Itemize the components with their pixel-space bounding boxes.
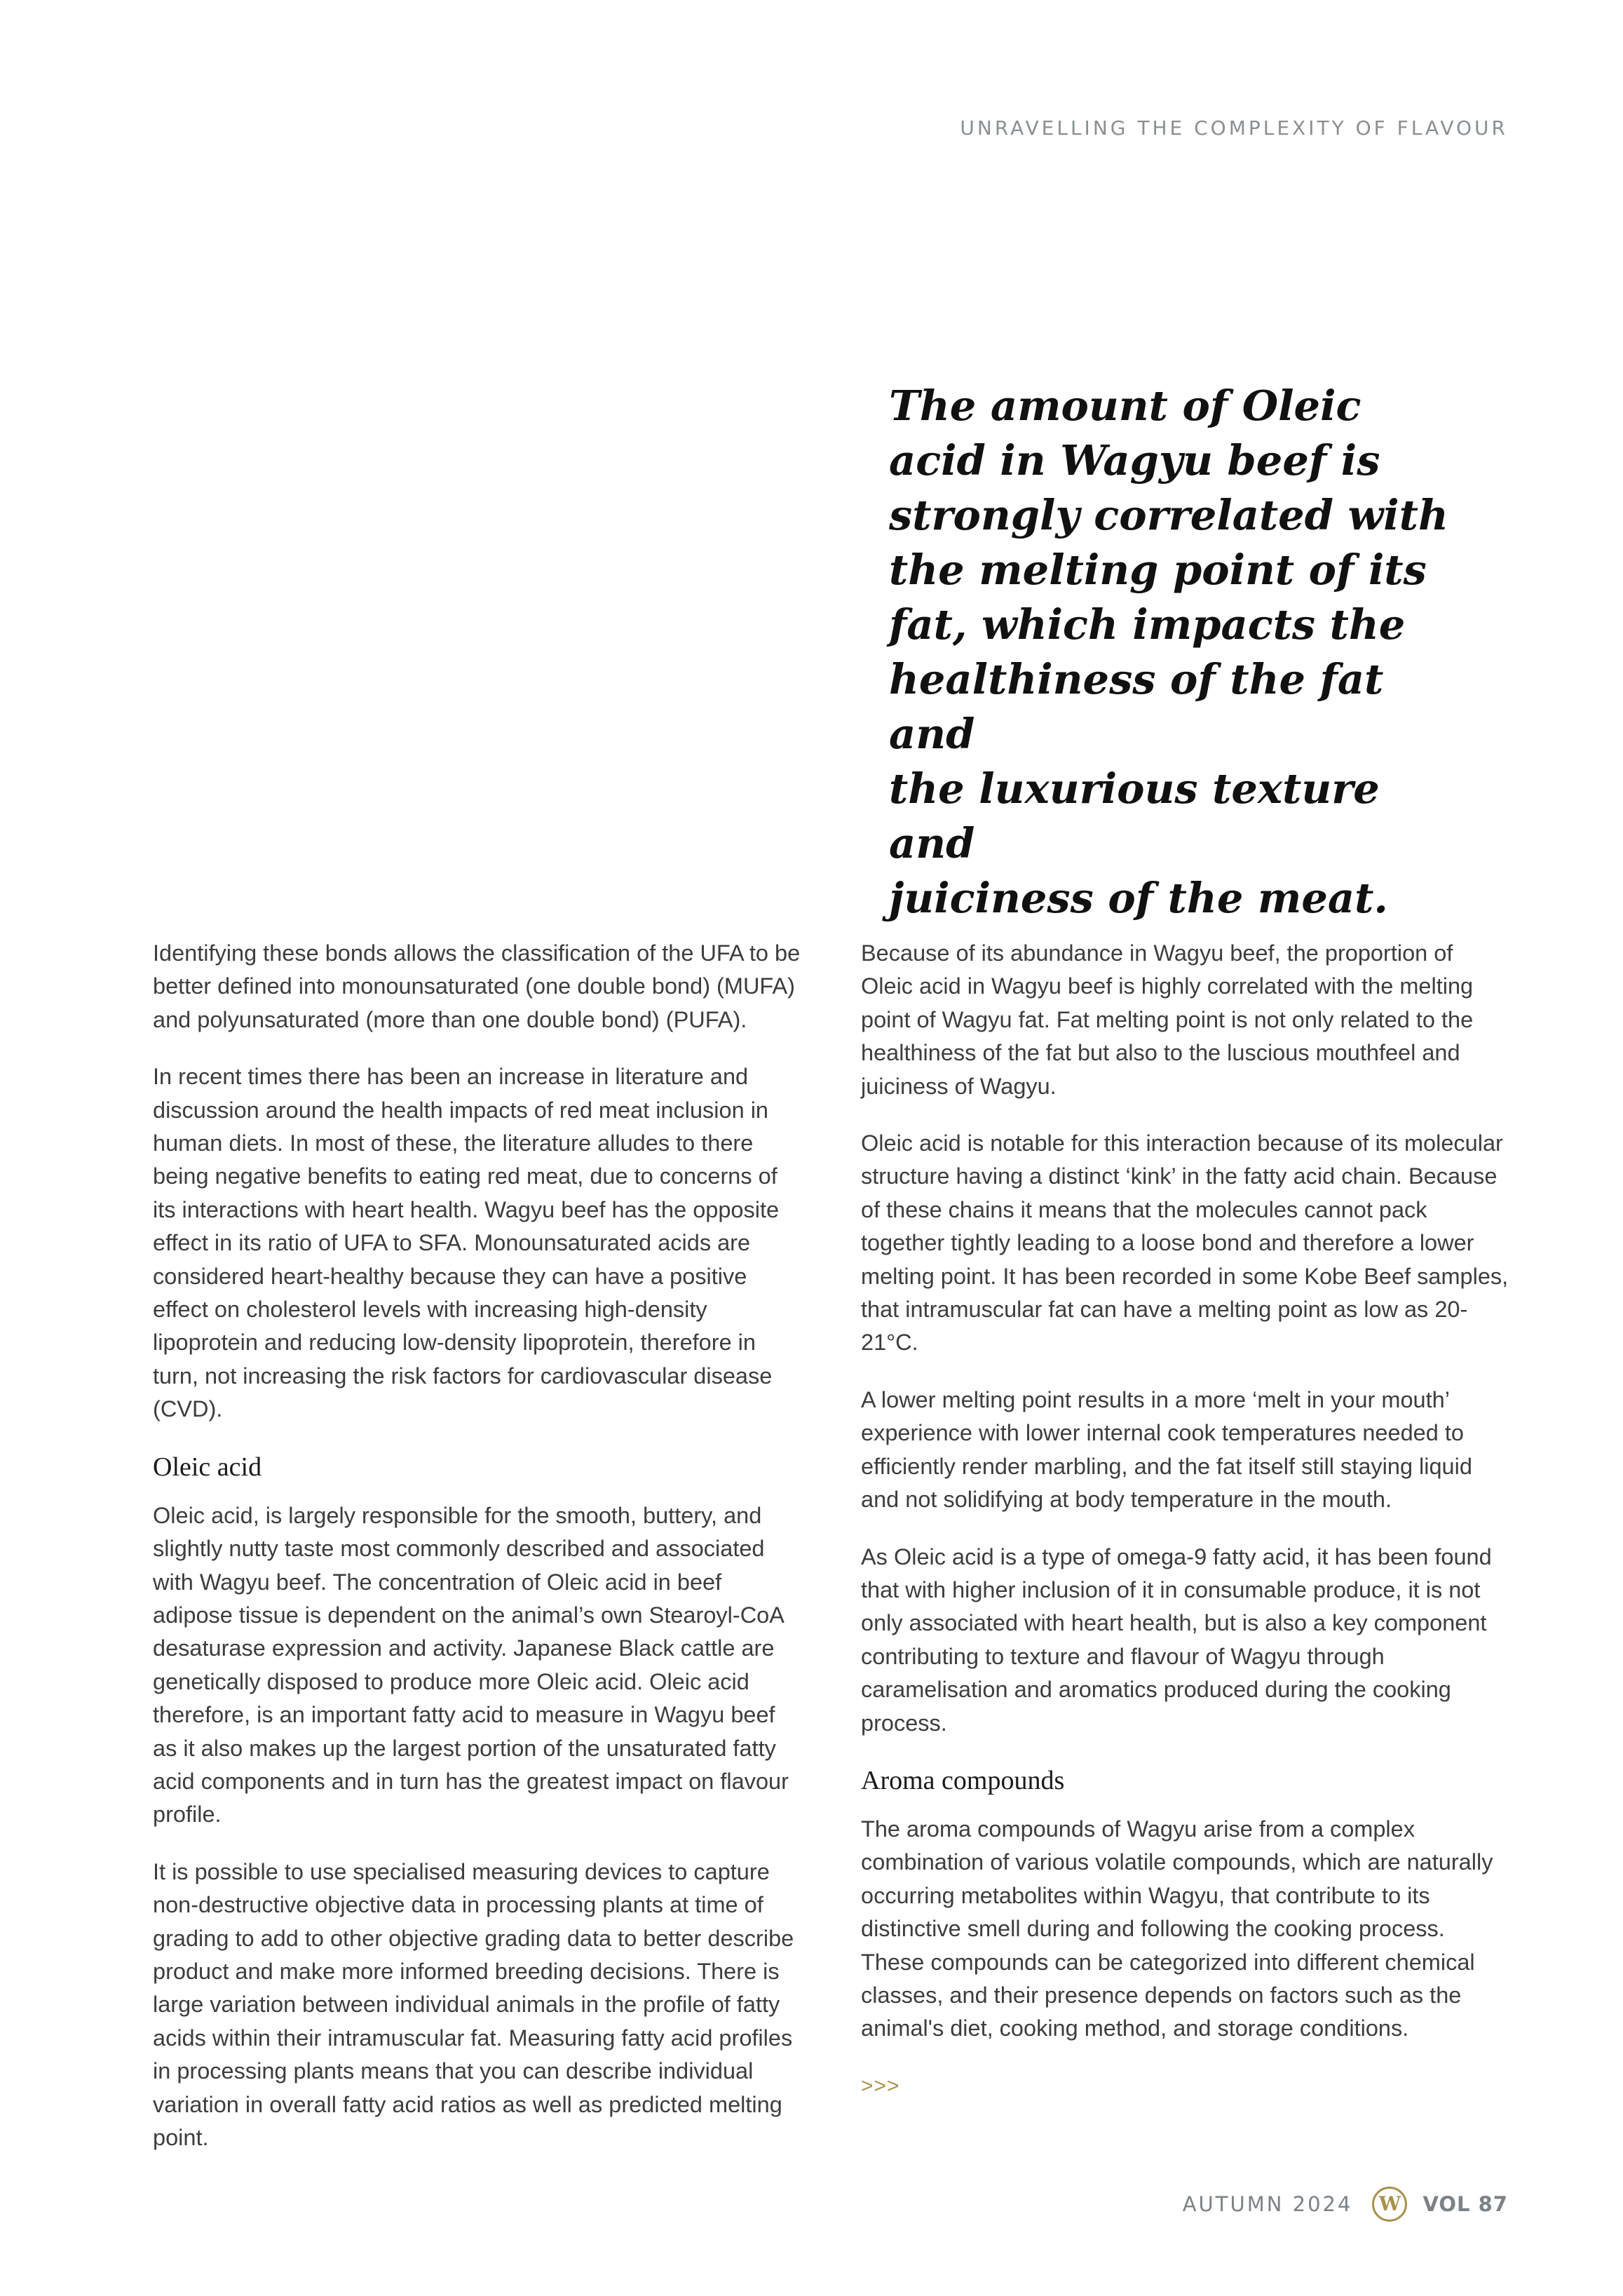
body-paragraph: The aroma compounds of Wagyu arise from a complex combination of various volatile compounds, which are naturally occurring metabolites within Wagyu, that contribute to its distinctive smell during and following the cooking process. These compounds can be categorized into different chemical classes, and their presence depends on factors such as the animal's diet, cooking method, and storage conditions. xyxy=(861,1816,1493,2041)
section-heading-oleic-acid: Oleic acid xyxy=(153,1452,262,1482)
pull-quote-line: juiciness of the meat. xyxy=(889,874,1388,922)
pull-quote-line: acid in Wagyu beef is xyxy=(889,436,1380,485)
left-column xyxy=(153,937,802,2178)
body-paragraph: Oleic acid, is largely responsible for the smooth, buttery, and slightly nutty taste most commonly described and associated with Wagyu beef. The concentration of Oleic acid in beef adipose tissue is dependent on the animal’s own Stearoyl-CoA desaturase expression and activity. Japanese Black cattle are genetically disposed to produce more Oleic acid. Oleic acid therefore, is an important fatty acid to measure in Wagyu beef as it also makes up the largest portion of the unsaturated fatty acid components and in turn has the greatest impact on flavour profile. xyxy=(153,1502,789,1828)
body-paragraph: It is possible to use specialised measuring devices to capture non-destructive objective data in processing plants at time of grading to add to other objective grading data to better describe product and make more informed breeding decisions. There is large variation between individual animals in the profile of fatty acids within their intramuscular fat. Measuring fatty acid profiles in processing plants means that you can describe individual variation in overall fatty acid ratios as well as predicted melting point. xyxy=(153,1858,794,2150)
body-paragraph: In recent times there has been an increase in literature and discussion around the health impacts of red meat inclusion in human diets. In most of these, the literature alludes to there being negative benefits to eating red meat, due to concerns of its interactions with heart health. Wagyu beef has the opposite effect in its ratio of UFA to SFA. Monounsaturated acids are considered heart-healthy because they can have a positive effect on cholesterol levels with increasing high-density lipoprotein and reducing low-density lipoprotein, therefore in turn, not increasing the risk factors for cardiovascular disease (CVD). xyxy=(153,1064,780,1422)
pull-quote-line: the melting point of its xyxy=(889,546,1427,594)
pull-quote-line: fat, which impacts the xyxy=(889,600,1406,649)
body-paragraph: Oleic acid is notable for this interaction because of its molecular structure having a distinct ‘kink’ in the fatty acid chain. Because of these chains it means that the molecules cannot pack together tightly leading to a loose bond and therefore a lower melting point. It has been recorded in some Kobe Beef samples, that intramuscular fat can have a melting point as low as 20-21°C. xyxy=(861,1130,1509,1356)
pull-quote-line: The amount of Oleic xyxy=(889,381,1361,430)
wagyu-logo-icon: W xyxy=(1372,2187,1407,2222)
body-paragraph: As Oleic acid is a type of omega-9 fatty acid, it has been found that with higher inclusion of it in consumable produce, it is not only associated with heart health, but is also a key component contributing to texture and flavour of Wagyu through caramelisation and aromatics produced during the cooking process. xyxy=(861,1544,1492,1736)
section-heading-aroma-compounds: Aroma compounds xyxy=(861,1765,1065,1795)
pull-quote-line: the luxurious texture and xyxy=(889,764,1380,867)
right-column xyxy=(861,937,1510,2102)
body-paragraph: Because of its abundance in Wagyu beef, the proportion of Oleic acid in Wagyu beef is highly correlated with the melting point of Wagyu fat. Fat melting point is not only related to the healthiness of the fat but also to the luscious mouthfeel and juiciness of Wagyu. xyxy=(861,940,1474,1099)
body-paragraph: A lower melting point results in a more ‘melt in your mouth’ experience with lower internal cook temperatures needed to efficiently render marbling, and the fat itself still staying liquid and not solidifying at body temperature in the mouth. xyxy=(861,1386,1472,1513)
pull-quote-line: strongly correlated with xyxy=(889,491,1448,539)
volume-number: VOL 87 xyxy=(1422,2192,1508,2216)
pull-quote xyxy=(889,379,1450,926)
running-header: UNRAVELLING THE COMPLEXITY OF FLAVOUR xyxy=(960,116,1508,140)
issue-season: AUTUMN 2024 xyxy=(1182,2192,1353,2216)
continue-arrow-marker: >>> xyxy=(861,2074,900,2098)
pull-quote-line: healthiness of the fat and xyxy=(889,655,1384,758)
page-footer xyxy=(1183,2187,1508,2222)
body-paragraph: Identifying these bonds allows the classification of the UFA to be better defined into monounsaturated (one double bond) (MUFA) and polyunsaturated (more than one double bond) (PUFA). xyxy=(153,940,801,1032)
